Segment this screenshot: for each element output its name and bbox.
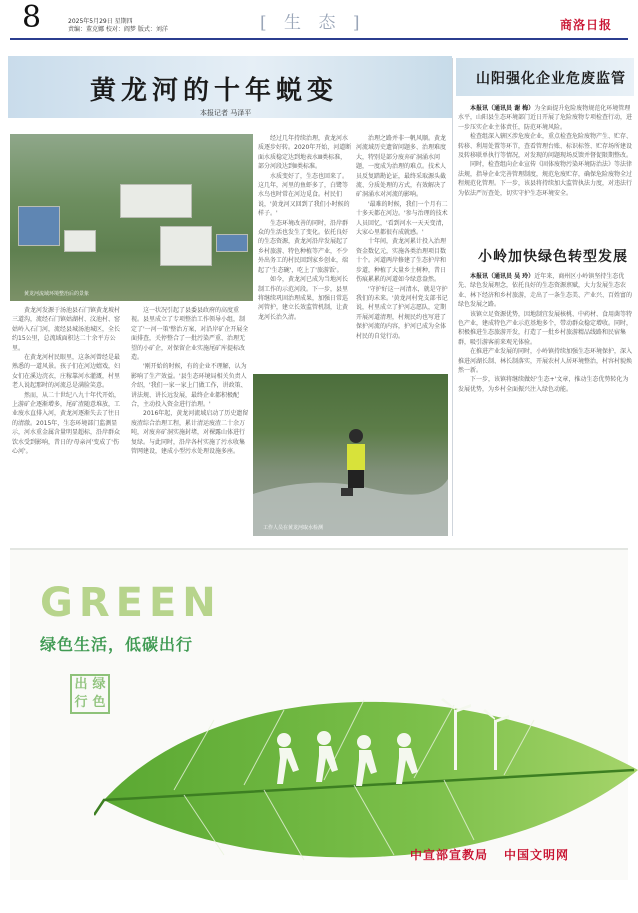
ad-headline: GREEN [40, 580, 222, 626]
ad-footer [410, 846, 569, 863]
dateline: 本报讯（通讯员 吴 玲） [470, 273, 535, 280]
feature-headline: 黄龙河的十年蜕变 [90, 76, 339, 106]
paragraph: 然而，从二十世纪八九十年代开始，上游矿企逐渐增多，尾矿渣随意堆放，工业废水直排入河，黄龙河逐渐失去了往日的清澈。2015年，生态环境部门监测显示，河水重金属含量明显超标，沿岸群众饮水受到影响，昔日的'母亲河'变成了'伤心河'。 [12, 391, 121, 456]
editor-credits: 责编：董克娜 校对：阎梦 版式：刘洋 [68, 26, 168, 33]
article-body-xiaoling [458, 272, 632, 536]
paragraph [458, 272, 632, 310]
paragraph: '最难的时候，我们一个月有二十多天都在河边。'参与治理的技术人员回忆，'看到河水一天天变清，大家心里都很有成就感。' [356, 200, 448, 237]
feature-column-4 [356, 134, 448, 370]
feature-photo-aerial [10, 134, 253, 301]
feature-column-2 [131, 306, 249, 538]
paragraph: '守护好这一河清水，就是守护我们的未来。'黄龙河村党支部书记说，村里成立了护河志愿队，定期开展河道清理，村规民约也写进了保护河流的内容，护河已成为全体村民的自觉行动。 [356, 285, 448, 340]
blue-roof-building [18, 206, 60, 246]
paragraph: 生态环境改善的同时，沿岸群众的生活也发生了变化。依托良好的生态资源，黄龙河沿岸发展起了乡村旅游、特色种植等产业，不少外出务工的村民回到家乡创业，端起了'生态碗'，吃上了'旅游饭'。 [258, 219, 349, 274]
paragraph: 在推进产业发展的同时，小岭镇持续加强生态环境保护，深入推进河湖长制、林长制落实，开展农村人居环境整治，村容村貌焕然一新。 [458, 348, 632, 375]
paragraph: 该镇立足资源优势，因地制宜发展核桃、中药材、食用菌等特色产业，建成特色产业示范基地多个，带动群众稳定增收。同时，积极推进生态旅游开发，打造了一批乡村旅游精品线路和民宿集群，吸引游客前来观光体验。 [458, 310, 632, 346]
stamp-char: 绿 [92, 677, 106, 692]
paragraph: 2016年起，黄龙河流域启动了历史遗留废渣综合治理工程，累计清运废渣二十余万吨，对废弃矿洞实施封堵，对裸露山体进行复绿。与此同时，沿岸各村实施了污水收集管网建设，建成小型污水处理设施多座。 [131, 410, 249, 456]
ad-slogan: 绿色生活，低碳出行 [40, 635, 194, 654]
office-building [160, 226, 212, 266]
header-meta [68, 18, 168, 34]
feature-byline: 本报记者 马泽平 [200, 109, 252, 117]
feature-column-3 [258, 134, 352, 370]
stamp-char: 色 [92, 695, 106, 710]
sponsor-website: 中国文明网 [504, 848, 570, 862]
feature-column-1 [12, 306, 124, 538]
river-sampling-illustration [253, 374, 448, 536]
paragraph: '刚开始的时候，有的企业不理解，认为影响了生产效益。'县生态环境局相关负责人介绍，'我们一家一家上门做工作，讲政策、讲法规、讲长远发展，最终企业都积极配合，主动投入资金进行治理。' [131, 363, 247, 409]
dateline: 本报讯（通讯员 谢 梅） [470, 105, 535, 112]
paragraph: 这一状况引起了县委县政府的高度重视。县里成立了专项整治工作领导小组，制定了'一河一策'整治方案，对沿岸矿企开展全面排查，关停整合了一批污染严重、治理无望的小矿企，对保留企业实施尾矿库提标改造。 [131, 307, 249, 362]
section-title: [ 生 态 ] [260, 13, 366, 33]
issue-date: 2025年5月29日 星期四 [68, 18, 133, 25]
paragraph: 下一步，该镇将继续做好'生态+'文章，推动生态优势转化为发展优势，为乡村全面振兴注入绿色动能。 [458, 376, 629, 393]
article-headline-shanyang: 山阳强化企业危废监管 [476, 71, 626, 87]
paragraph: 黄龙河发源于汤池县石门镇黄龙坡村三道沟，流经石门镇姑湖村、汶池村、窑姑岭入石门河，流经县城汤池城区，全长约15公里，总流域面积达二十余平方公里。 [12, 307, 121, 352]
paragraph: 经过几年持续治理，黄龙河水质逐步好转。2020年开始，河道断面水质稳定达到地表水Ⅲ类标准，部分河段达到Ⅱ类标准。 [258, 135, 352, 171]
article-body-shanyang [458, 104, 632, 240]
photo1-caption: 黄龙河流域环境整治后的景象 [24, 291, 90, 297]
column-divider [452, 58, 453, 536]
sponsor-name: 中宣部宣教局 [410, 848, 489, 862]
newspaper-logo: 商洛日报 [560, 18, 613, 32]
paragraph [458, 104, 632, 132]
paragraph: 检查组深入辖区涉危废企业，重点检查危险废物产生、贮存、转移、利用处置等环节，查看管理台账、标识标签、贮存场所建设及转移联单执行等情况，对发现的问题现场反馈并督促限期整改。 [458, 133, 632, 160]
leaf-illustration [94, 640, 638, 910]
article-headline-xiaoling: 小岭加快绿色转型发展 [478, 249, 628, 265]
paragraph-text: 为全面提升危险废物规范化环境管理水平，山阳县生态环境部门近日开展了危险废物专项检查行动，进一步压实企业主体责任，防范环境风险。 [458, 105, 632, 131]
small-building [64, 230, 96, 252]
stamp-char: 行 [74, 695, 88, 710]
photo2-caption: 工作人员在黄龙河取水检测 [263, 525, 324, 531]
paragraph: 如今，黄龙河已成为当地河长制工作的示范河段。下一步，县里将继续巩固治理成果，加强日常巡河管护，建立长效监管机制，让黄龙河长治久清。 [258, 276, 349, 321]
blue-shed [216, 234, 248, 252]
paragraph: 治理之路并非一帆风顺。黄龙河流域历史遗留问题多、治理难度大，特别是部分废弃矿洞涌水问题，一度成为治理的难点。技术人员反复踏勘论证，最终采取源头截流、分质处理的方式，有效解决了矿洞涌水对河流的影响。 [356, 135, 447, 199]
factory-building [120, 184, 192, 218]
page-number: 8 [22, 0, 42, 35]
stamp-char: 出 [74, 677, 88, 692]
paragraph: 十年间，黄龙河累计投入治理资金数亿元，实施各类治理项目数十个。河道两岸修建了生态护岸和步道，种植了大量乡土树种，昔日伤痕累累的河道如今绿意盎然。 [356, 238, 447, 284]
feature-photo-river [253, 374, 448, 536]
paragraph-text: 近年来，商州区小岭镇坚持生态优先、绿色发展理念，依托良好的生态资源禀赋，大力发展生态农业、林下经济和乡村旅游，走出了一条生态美、产业兴、百姓富的绿色发展之路。 [458, 273, 632, 309]
paragraph: 在黄龙河村民眼里，这条河曾经是最熟悉的一道风景。孩子们在河边嬉戏，妇女们在溪边浣衣，庄稼靠河水灌溉，村里老人说起那时的河流总是满脸笑意。 [12, 354, 121, 390]
paragraph: 水质变好了，生态也回来了。这几年，河里的鱼虾多了，白鹭等水鸟也时常在河边觅食。村民们说，'黄龙河又回到了我们小时候的样子。' [258, 172, 350, 218]
paragraph: 同时，检查组向企业宣传《固体废物污染环境防治法》等法律法规，指导企业完善管理制度，规范危废贮存，确保危险废物全过程规范化管理。下一步，该县将持续加大监管执法力度，对违法行为依法严厉查处，切实守护生态环境安全。 [458, 161, 632, 197]
header-rule [10, 38, 628, 40]
